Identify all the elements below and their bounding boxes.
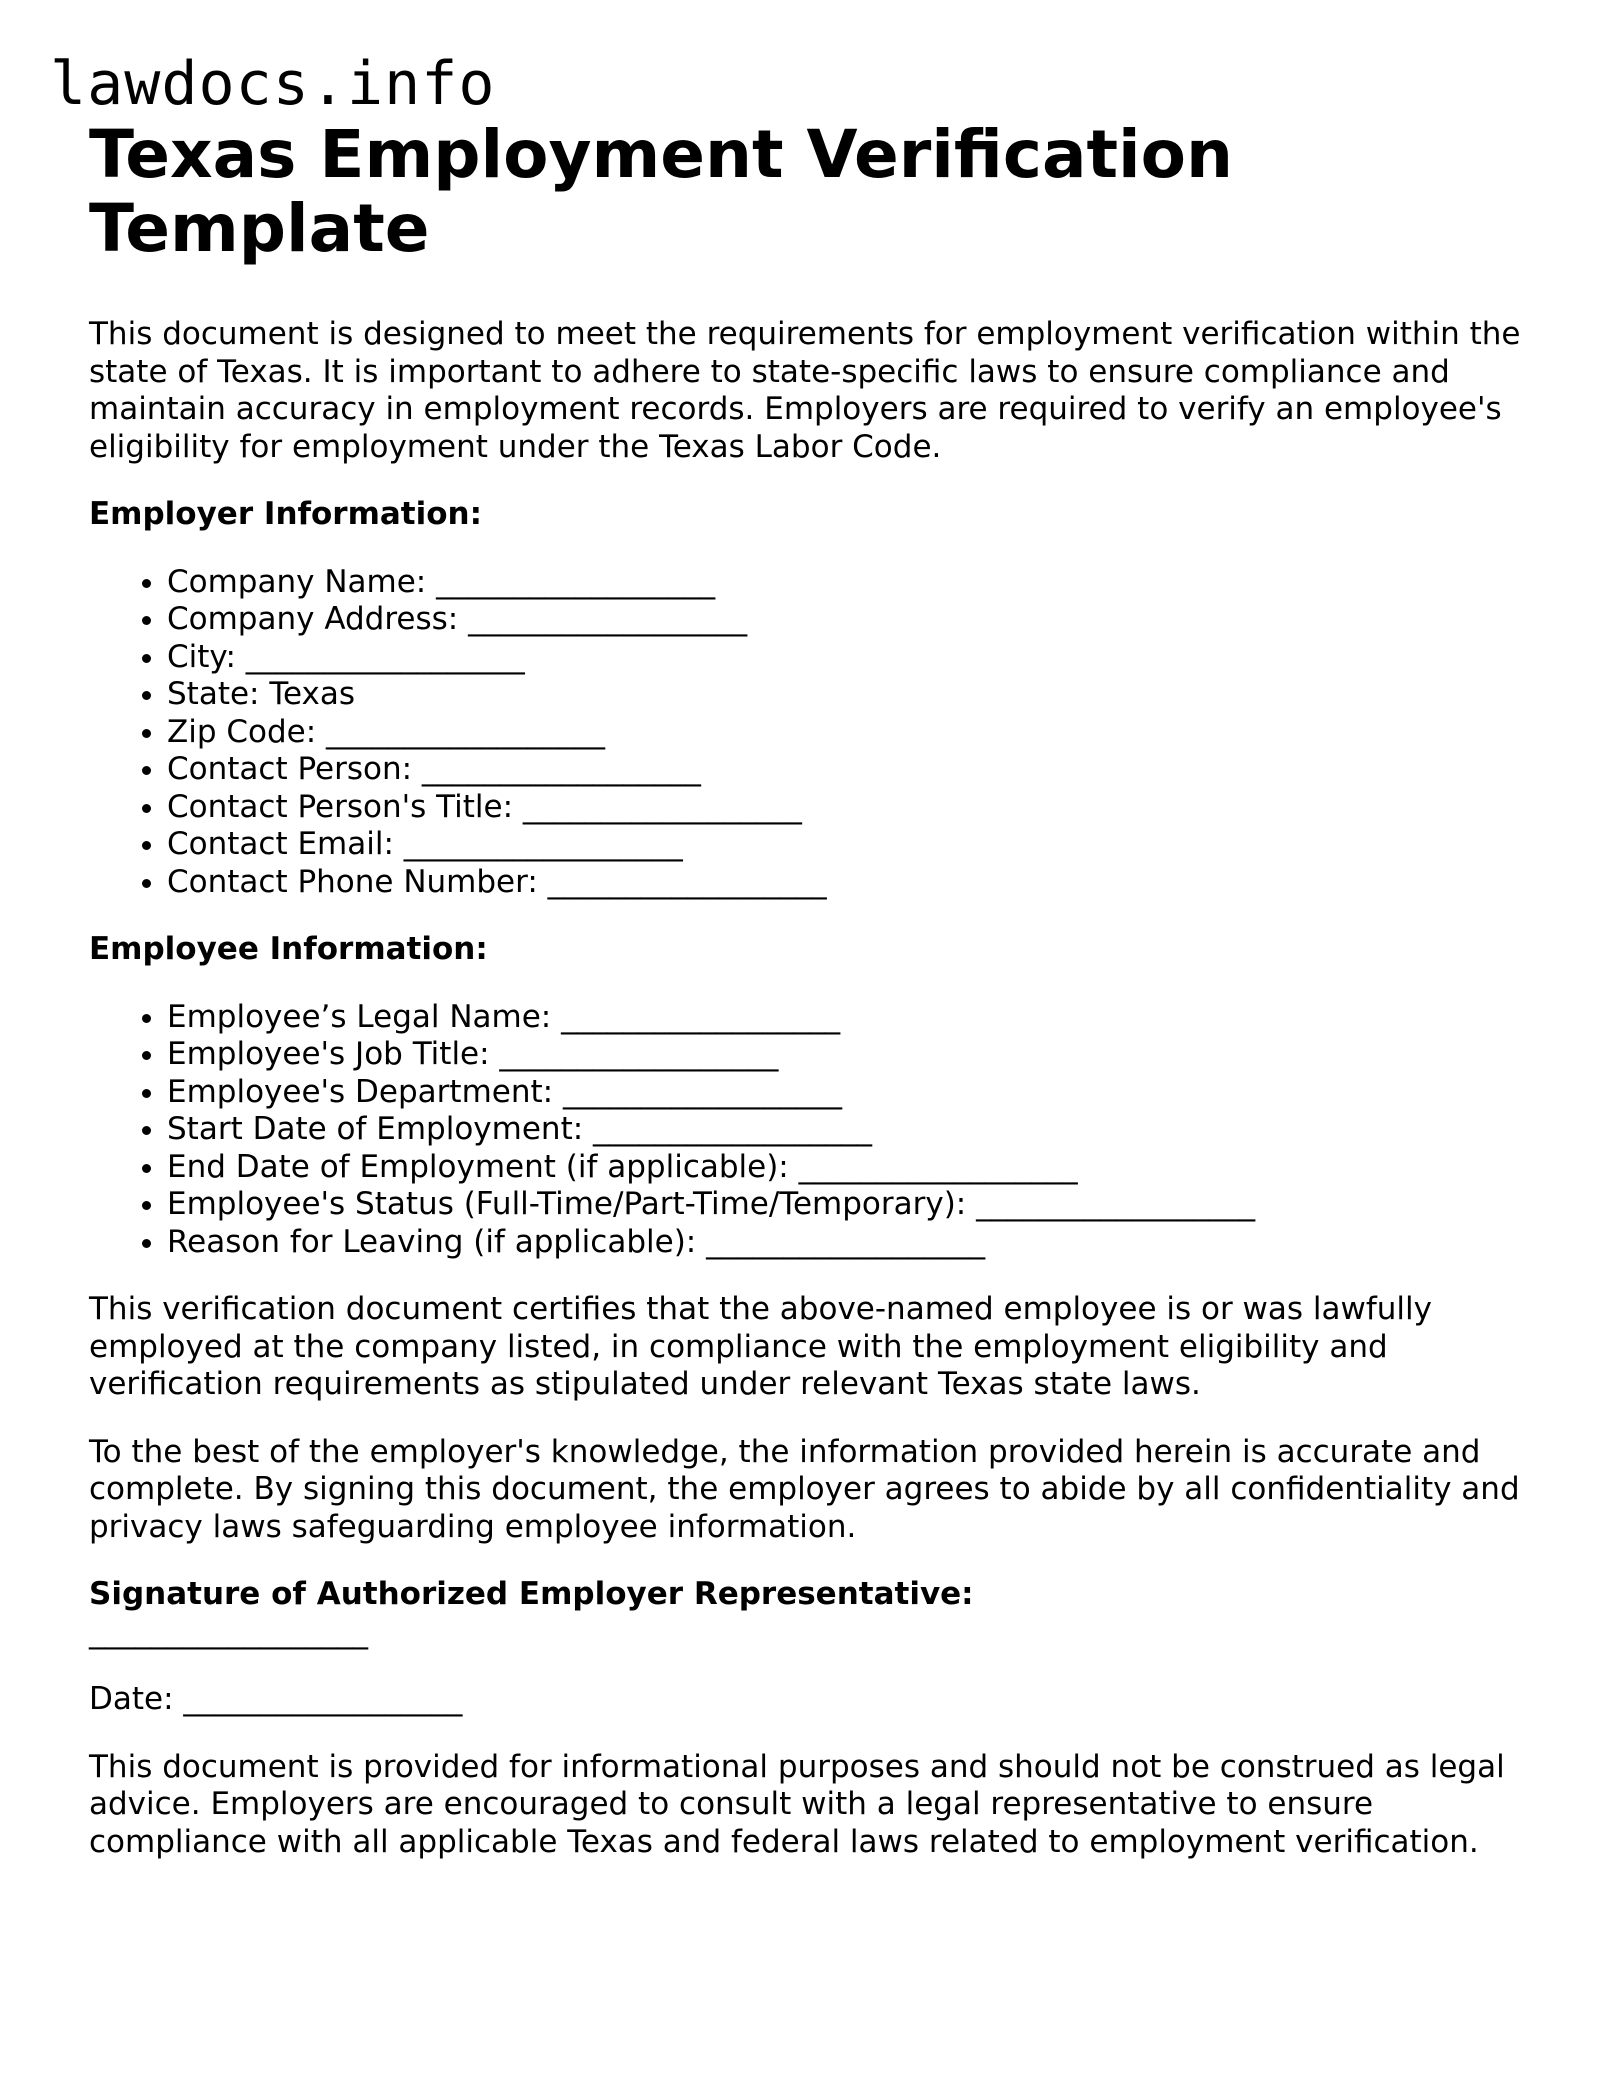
list-item-start-date: • Start Date of Employment: __________________ — [167, 1111, 1529, 1149]
list-item-department: • Employee's Department: __________________ — [167, 1074, 1529, 1112]
list-item-end-date: • End Date of Employment (if applicable): __________________ — [167, 1149, 1529, 1187]
date-line: Date: __________________ — [89, 1681, 463, 1717]
document-page — [89, 118, 1529, 1861]
certification-paragraph: This verification document certifies that the above-named employee is or was lawfully employed at the company listed, in compliance with the employment eligibility and verification requirements as stipulated under relevant Texas state laws. — [89, 1291, 1433, 1402]
document-title: Texas Employment Verification Template — [89, 116, 1234, 267]
signature-heading: Signature of Authorized Employer Representative: — [89, 1576, 974, 1612]
list-item-state: • State: Texas — [167, 676, 1529, 714]
list-item-contact-phone: • Contact Phone Number: __________________ — [167, 864, 1529, 902]
site-watermark: lawdocs.info — [50, 49, 496, 119]
knowledge-paragraph: To the best of the employer's knowledge, the information provided herein is accurate and complete. By signing this document, the employer agrees to abide by all confidentiality and privacy laws safeguarding employee information. — [89, 1433, 1520, 1545]
disclaimer-paragraph: This document is provided for informational purposes and should not be construed as legal advice. Employers are encouraged to consult with a legal representative to ensure compliance with all applicable Texas and federal laws related to employment verification. — [89, 1748, 1505, 1860]
list-item-zip-code: • Zip Code: __________________ — [167, 714, 1529, 752]
employer-info-list — [89, 564, 1529, 902]
list-item-job-title: • Employee's Job Title: __________________ — [167, 1036, 1529, 1074]
employer-section-heading: Employer Information: — [89, 496, 483, 532]
list-item-contact-person: • Contact Person: __________________ — [167, 751, 1529, 789]
intro-paragraph: This document is designed to meet the requirements for employment verification within the state of Texas. It is important to adhere to state-specific laws to ensure compliance and maintain accuracy in employment records. Employers are required to verify an employee's eligibility for employment under the Texas Labor Code. — [89, 316, 1521, 465]
list-item-contact-email: • Contact Email: __________________ — [167, 826, 1529, 864]
list-item-contact-title: • Contact Person's Title: __________________ — [167, 789, 1529, 827]
signature-line: __________________ — [89, 1613, 368, 1650]
list-item-city: • City: __________________ — [167, 639, 1529, 677]
employee-info-list — [89, 999, 1529, 1262]
list-item-company-name: • Company Name: __________________ — [167, 564, 1529, 602]
employee-section-heading: Employee Information: — [89, 931, 488, 967]
list-item-status: • Employee's Status (Full-Time/Part-Time/Temporary): __________________ — [167, 1186, 1529, 1224]
list-item-reason-leaving: • Reason for Leaving (if applicable): __________________ — [167, 1224, 1529, 1262]
list-item-legal-name: • Employee’s Legal Name: __________________ — [167, 999, 1529, 1037]
list-item-company-address: • Company Address: __________________ — [167, 601, 1529, 639]
